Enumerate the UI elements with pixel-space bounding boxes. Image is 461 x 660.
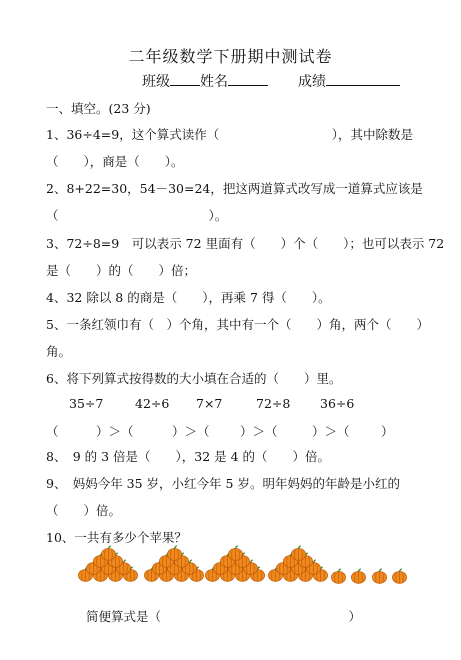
question-10: 10、一共有多少个苹果？ — [46, 530, 187, 545]
name-field — [200, 71, 268, 91]
order-blank[interactable]: （ ）＞（ — [46, 424, 134, 439]
expression-item: 42÷6 — [135, 396, 170, 411]
order-blank[interactable]: ） — [381, 424, 394, 439]
name-blank[interactable] — [228, 71, 268, 86]
order-blank[interactable]: ）＞（ — [172, 424, 210, 439]
name-label: 姓名 — [200, 74, 228, 90]
expression-item: 7×7 — [196, 396, 223, 411]
apple-icon — [330, 568, 347, 584]
class-label: 班级 — [142, 74, 170, 90]
question-3-line-1: 3、72÷8=9 可以表示 72 里面有（ ）个（ ）；也可以表示 72 — [46, 236, 445, 251]
question-1-line-2: （ ），商是（ ）。 — [46, 154, 184, 169]
question-6: 6、将下列算式按得数的大小填在合适的（ ）里。 — [46, 371, 342, 386]
order-blank[interactable]: ）＞（ — [240, 424, 278, 439]
order-blank[interactable]: ）＞（ — [312, 424, 350, 439]
question-2-line-1: 2、8+22=30，54－30=24，把这两道算式改写成一道算式应该是 — [46, 181, 423, 196]
class-blank[interactable] — [170, 71, 200, 86]
apple-icon — [166, 545, 183, 561]
apple-icon — [371, 568, 388, 584]
question-5-line-1: 5、一条红领巾有（ ）个角，其中有一个（ ）角，两个（ ） — [46, 317, 429, 332]
expression-item: 35÷7 — [69, 396, 104, 411]
page-title: 二年级数学下册期中测试卷 — [128, 47, 333, 66]
expression-item: 72÷8 — [256, 396, 291, 411]
score-blank[interactable] — [326, 71, 400, 86]
class-field — [142, 71, 200, 91]
apple-icon — [290, 545, 307, 561]
score-field — [298, 71, 400, 91]
question-4: 4、32 除以 8 的商是（ ），再乘 7 得（ ）。 — [46, 290, 331, 305]
question-2-line-2: （ ）。 — [46, 208, 228, 223]
apple-icon — [100, 545, 117, 561]
apple-icon — [350, 568, 367, 584]
question-9-line-1: 9、 妈妈今年 35 岁，小红今年 5 岁。明年妈妈的年龄是小红的 — [46, 476, 400, 491]
question-1-line-1: 1、36÷4=9，这个算式读作（ ），其中除数是 — [46, 127, 413, 142]
expression-item: 36÷6 — [320, 396, 355, 411]
question-9-line-2: （ ）倍。 — [46, 503, 122, 518]
apple-icon — [227, 545, 244, 561]
question-5-line-2: 角。 — [46, 344, 72, 359]
apple-icon — [391, 568, 408, 584]
score-label: 成绩 — [298, 74, 326, 90]
question-10-answer: 简便算式是（ ） — [86, 609, 362, 624]
section-fill-in: 一、填空。(23 分) — [46, 101, 151, 116]
question-3-line-2: 是（ ）的（ ）倍； — [46, 263, 197, 278]
question-8: 8、 9 的 3 倍是（ ），32 是 4 的（ ）倍。 — [46, 449, 331, 464]
